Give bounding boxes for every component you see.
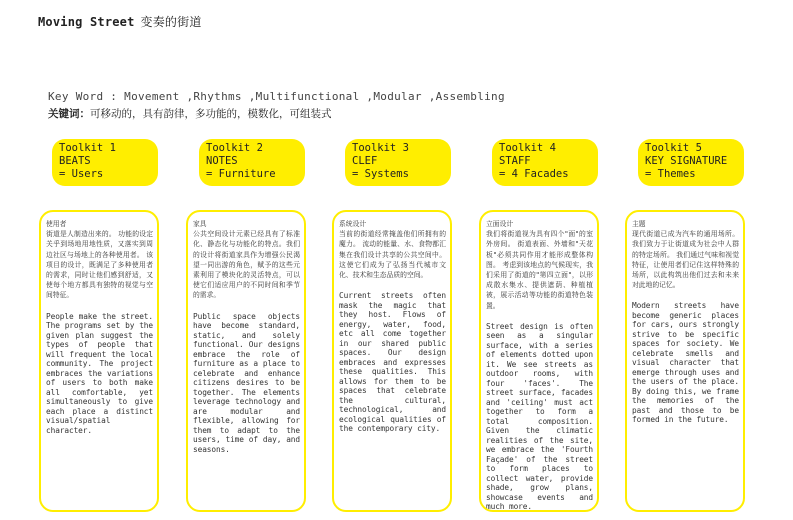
toolkit-meaning: = Users [59, 168, 104, 180]
keywords-en: Key Word : Movement ,Rhythms ,Multifunctional ,Modular ,Assembling [48, 90, 505, 103]
description-card-themes [625, 210, 745, 512]
card-text-cn [339, 219, 446, 280]
card-heading: 使用者 [46, 220, 67, 228]
card-text-en: Public space objects have become standard, static, and solely functional. Our designs embrace the role of furniture as a place to celebrate and enhance citizens desires to be together. The elements leverage technology and are modular and flexible, allowing for them to adapt to the users, time of day, and seasons. [193, 311, 300, 454]
card-body-cn: 公共空间设计元素已经具有了标准化、静态化与功能化的特点。我们的设计将街道家具作为增强公民渴望一同出游的角色，赋予的这些元素利用了模块化的灵活特点，可以使它们适应用户的不同时间和季节的需求。 [193, 230, 300, 300]
toolkit-number: Toolkit 3 [352, 142, 409, 154]
description-card-users [39, 210, 159, 512]
toolkit-name: BEATS [59, 155, 91, 167]
description-card-furniture [186, 210, 306, 512]
toolkit-name: NOTES [206, 155, 238, 167]
toolkit-tag-5 [638, 139, 744, 186]
toolkit-meaning: = 4 Facades [499, 168, 569, 180]
toolkit-tag-3 [345, 139, 451, 186]
keywords-cn-label: 关键词： [48, 108, 90, 120]
card-text-cn [46, 219, 153, 301]
description-card-systems [332, 210, 452, 512]
card-heading: 家具 [193, 220, 207, 228]
toolkit-tag-4 [492, 139, 598, 186]
card-heading: 系统设计 [339, 220, 367, 228]
toolkit-name: KEY SIGNATURE [645, 155, 728, 167]
toolkit-tag-2 [199, 139, 305, 186]
toolkit-meaning: = Furniture [206, 168, 276, 180]
card-body-cn: 当前的街道经常掩盖他们所拥有的魔力。 流动的能量、水、食物都汇集在我们设计共享的公共空间中。 这使它们成为了弘扬当代城市文化、技术和生态品质的空间。 [339, 230, 446, 280]
toolkit-tag-1 [52, 139, 158, 186]
keywords-cn-text: 可移动的，具有韵律，多功能的，模数化，可组装式 [90, 108, 332, 120]
toolkit-name: CLEF [352, 155, 378, 167]
card-body-cn: 我们将街道视为具有四个"面"的室外房间。 街道表面、外墙和"天花板"必须共同作用才能形成整体构图。 考虑到该地点的气候现实，我们采用了街道的"第四立面"，以形成散水集水、提供遮荫、种植植被，展示活动等功能的街道特色装置。 [486, 230, 593, 310]
page-title-cn: 变奏的街道 [140, 15, 202, 29]
card-text-en: Current streets often mask the magic that they host. Flows of energy, water, food, etc all come together in our shared public spaces. Our design embraces and expresses these qualities. This allows for them to be spaces that celebrate the cultural, technological, and ecological qualities of the contemporary city. [339, 291, 446, 434]
toolkit-number: Toolkit 5 [645, 142, 702, 154]
toolkit-number: Toolkit 1 [59, 142, 116, 154]
toolkit-meaning: = Systems [352, 168, 409, 180]
toolkit-meaning: = Themes [645, 168, 696, 180]
page-title-en: Moving Street [38, 15, 135, 29]
card-heading: 立面设计 [486, 220, 514, 228]
card-body-cn: 现代街道已成为汽车的通用场所。我们致力于让街道成为社会中人群的特定场所。 我们通过气味和视觉特征，让使用者们记住这样特殊的场所，以此构筑出他们过去和未来对此地的记忆。 [632, 230, 739, 290]
card-text-en: Street design is often seen as a singular surface, with a series of elements dotted upon it. We see streets as outdoor rooms, with four 'faces'. The street surface, facades and 'ceiling' must act together to form a total composition. Given the climatic realities of the site, we embrace the 'Fourth Façade' of the street to form places to collect water, provide shade, grow plans, showcase events and much more. [486, 321, 593, 512]
card-text-en: People make the street. The programs set by the given plan suggest the types of people that will frequent the local community. The project embraces the variations of users to both make all comfortable, yet simultaneously to give each place a distinct visual/spatial character. [46, 311, 153, 435]
card-text-cn [486, 219, 593, 311]
card-heading: 主题 [632, 220, 646, 228]
page-title [38, 13, 202, 30]
description-card-facades [479, 210, 599, 512]
card-text-cn [632, 219, 739, 290]
card-text-en: Modern streets have become generic places for cars, ours strongly strive to be specific spaces for society. We celebrate smells and visual character that emerge through uses and the users of the place. By doing this, we frame the memories of the past and those to be formed in the future. [632, 301, 739, 425]
card-body-cn: 街道是人制造出来的。 功能的设定关乎到场地用地性质，又落实到周边社区与场地上的各种使用者。 该项目的设计，既满足了多种使用者的需求，同时让他们感到舒适，又使每个地方都具有独特的视觉与空间特征。 [46, 230, 153, 300]
toolkit-number: Toolkit 4 [499, 142, 556, 154]
card-text-cn [193, 219, 300, 301]
keywords-cn [48, 106, 332, 121]
toolkit-name: STAFF [499, 155, 531, 167]
toolkit-number: Toolkit 2 [206, 142, 263, 154]
